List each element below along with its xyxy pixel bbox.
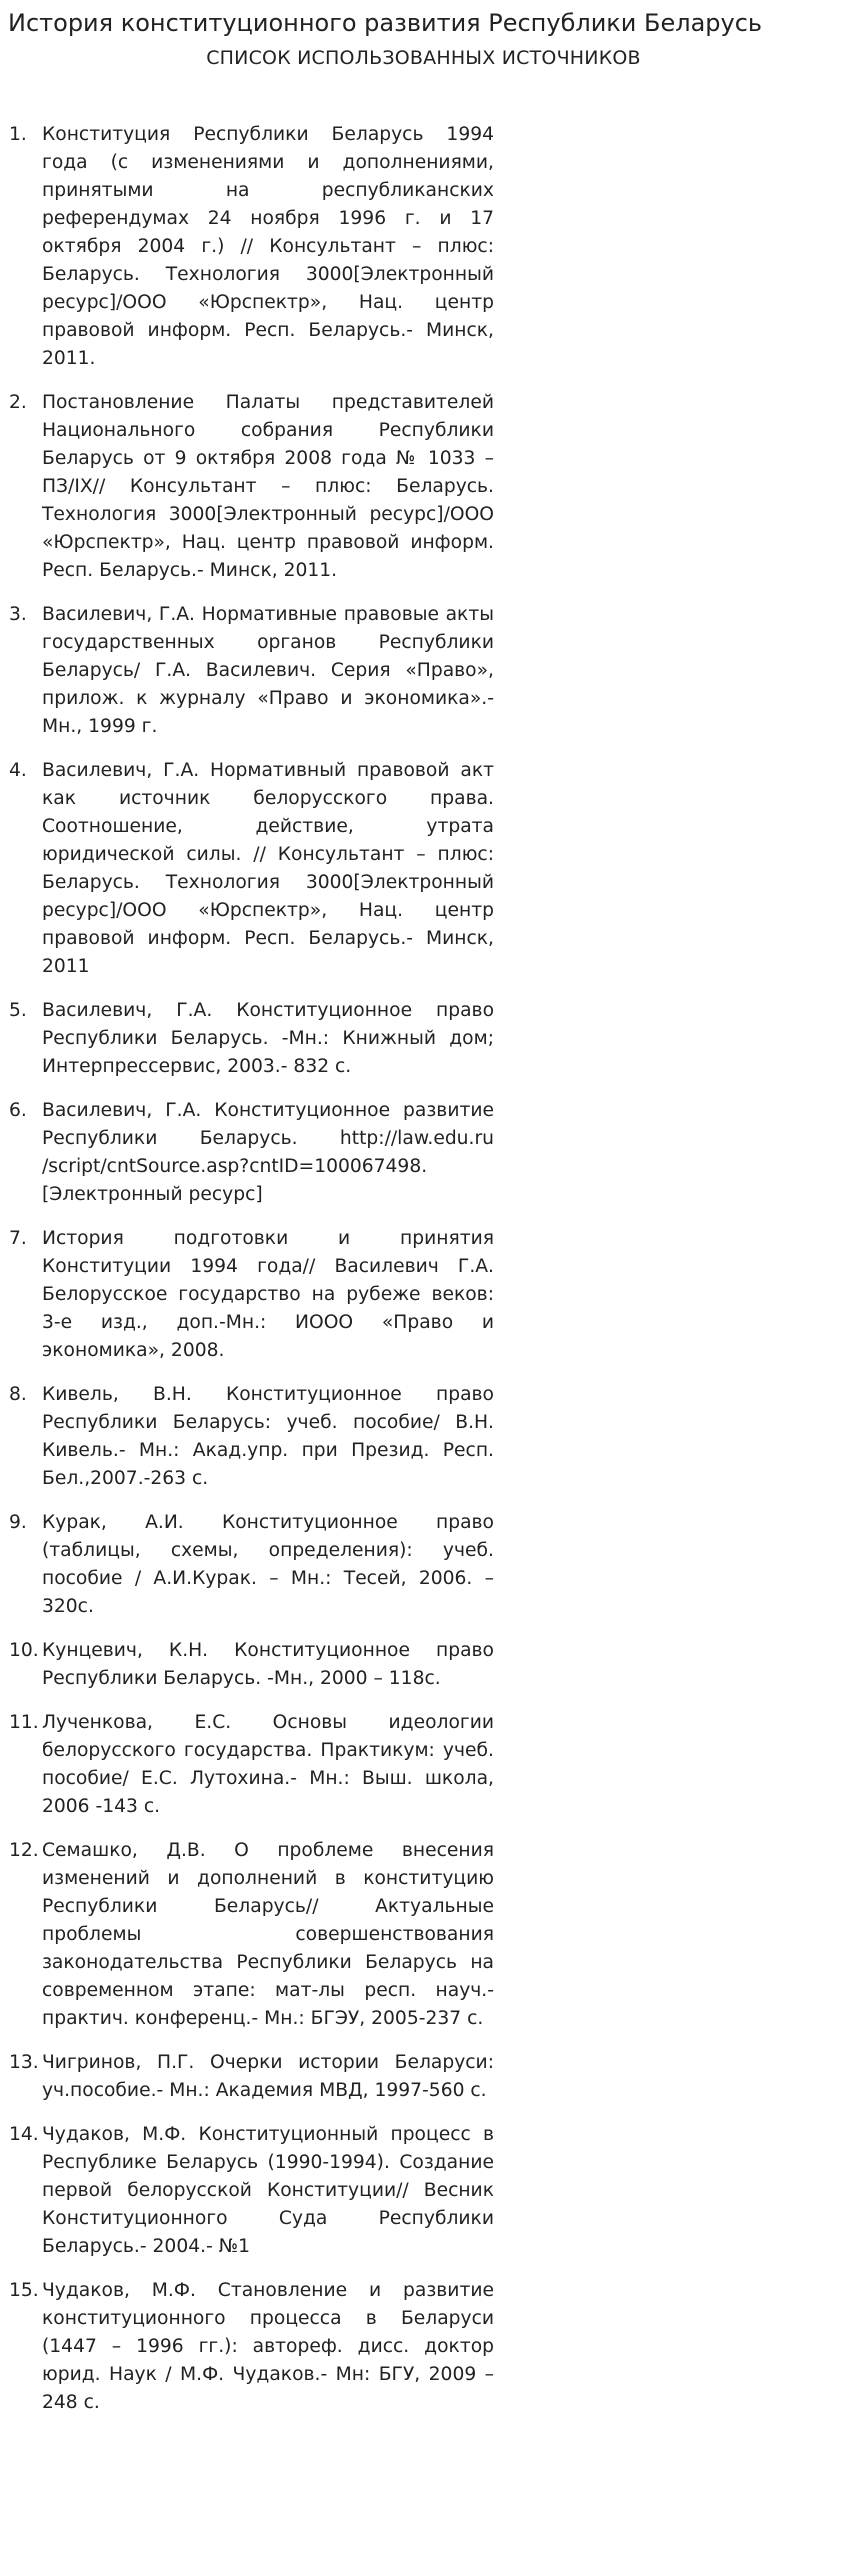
source-item (0, 997, 494, 1081)
source-number: 12. (9, 1840, 39, 1861)
source-number: 3. (9, 604, 27, 625)
source-item (0, 1837, 494, 2033)
source-number: 4. (9, 760, 27, 781)
source-number: 1. (9, 124, 27, 145)
source-number: 13. (9, 2052, 39, 2073)
source-item (0, 2049, 494, 2105)
source-item (0, 1225, 494, 1365)
source-text: Конституция Республики Беларусь 1994 года (с изменениями и дополнениями, принятыми на республиканских референдумах 24 ноября 1996 г. и 17 октября 2004 г.) // Консультант – плюс: Беларусь. Технология 3000[Электронный ресурс]/ООО «Юрспектр», Нац. центр правовой информ. Респ. Беларусь.- Минск, 2011. (42, 124, 494, 369)
source-number: 5. (9, 1000, 27, 1021)
source-item (0, 1637, 494, 1693)
source-text: Лученкова, Е.С. Основы идеологии белорусского государства. Практикум: учеб. пособие/ Е.С. Лутохина.- Мн.: Выш. школа, 2006 -143 с. (42, 1712, 494, 1817)
source-item (0, 2277, 494, 2417)
section-title: СПИСОК ИСПОЛЬЗОВАННЫХ ИСТОЧНИКОВ (206, 47, 641, 69)
source-number: 15. (9, 2280, 39, 2301)
source-item (0, 1381, 494, 1493)
page-title: История конституционного развития Республики Беларусь (8, 9, 763, 37)
source-text: История подготовки и принятия Конституции 1994 года// Василевич Г.А. Белорусское государство на рубеже веков: 3-е изд., доп.-Мн.: ИООО «Право и экономика», 2008. (42, 1228, 494, 1361)
source-number: 11. (9, 1712, 39, 1733)
source-number: 8. (9, 1384, 27, 1405)
source-text: Курак, А.И. Конституционное право (таблицы, схемы, определения): учеб. пособие / А.И.Курак. – Мн.: Тесей, 2006. – 320с. (42, 1512, 494, 1617)
source-text: Василевич, Г.А. Конституционное развитие Республики Беларусь. http://law.edu.ru /script/cntSource.asp?cntID=100067498. [Электронный ресурс] (42, 1100, 494, 1205)
source-text: Семашко, Д.В. О проблеме внесения изменений и дополнений в конституцию Республики Беларусь// Актуальные проблемы совершенствования законодательства Республики Беларусь на современном этапе: мат-лы респ. науч.-практич. конференц.- Мн.: БГЭУ, 2005-237 с. (42, 1840, 494, 2029)
source-number: 6. (9, 1100, 27, 1121)
source-item (0, 757, 494, 981)
source-item (0, 121, 494, 373)
source-number: 2. (9, 392, 27, 413)
source-item (0, 1097, 494, 1209)
source-text: Чигринов, П.Г. Очерки истории Беларуси: уч.пособие.- Мн.: Академия МВД, 1997-560 с. (42, 2052, 494, 2101)
source-number: 10. (9, 1640, 39, 1661)
source-item (0, 601, 494, 741)
source-text: Постановление Палаты представителей Национального собрания Республики Беларусь от 9 октября 2008 года № 1033 – ПЗ/IX// Консультант – плюс: Беларусь. Технология 3000[Электронный ресурс]/ООО «Юрспектр», Нац. центр правовой информ. Респ. Беларусь.- Минск, 2011. (42, 392, 494, 581)
source-text: Кивель, В.Н. Конституционное право Республики Беларусь: учеб. пособие/ В.Н. Кивель.- Мн.: Акад.упр. при Презид. Респ. Бел.,2007.-263 с. (42, 1384, 494, 1489)
source-item (0, 389, 494, 585)
source-text: Василевич, Г.А. Конституционное право Республики Беларусь. -Мн.: Книжный дом; Интерпрессервис, 2003.- 832 с. (42, 1000, 494, 1077)
sources-list (0, 121, 494, 2433)
source-text: Василевич, Г.А. Нормативные правовые акты государственных органов Республики Беларусь/ Г.А. Василевич. Серия «Право», прилож. к журналу «Право и экономика».- Мн., 1999 г. (42, 604, 494, 737)
source-item (0, 1709, 494, 1821)
source-number: 7. (9, 1228, 27, 1249)
source-item (0, 2121, 494, 2261)
source-text: Кунцевич, К.Н. Конституционное право Республики Беларусь. -Мн., 2000 – 118с. (42, 1640, 494, 1689)
source-item (0, 1509, 494, 1621)
source-number: 9. (9, 1512, 27, 1533)
source-text: Чудаков, М.Ф. Становление и развитие конституционного процесса в Беларуси (1447 – 1996 гг.): автореф. дисс. доктор юрид. Наук / М.Ф. Чудаков.- Мн: БГУ, 2009 – 248 с. (42, 2280, 494, 2413)
source-text: Чудаков, М.Ф. Конституционный процесс в Республике Беларусь (1990-1994). Создание первой белорусской Конституции// Весник Конституционного Суда Республики Беларусь.- 2004.- №1 (42, 2124, 494, 2257)
source-text: Василевич, Г.А. Нормативный правовой акт как источник белорусского права. Соотношение, действие, утрата юридической силы. // Консультант – плюс: Беларусь. Технология 3000[Электронный ресурс]/ООО «Юрспектр», Нац. центр правовой информ. Респ. Беларусь.- Минск, 2011 (42, 760, 494, 977)
source-number: 14. (9, 2124, 39, 2145)
